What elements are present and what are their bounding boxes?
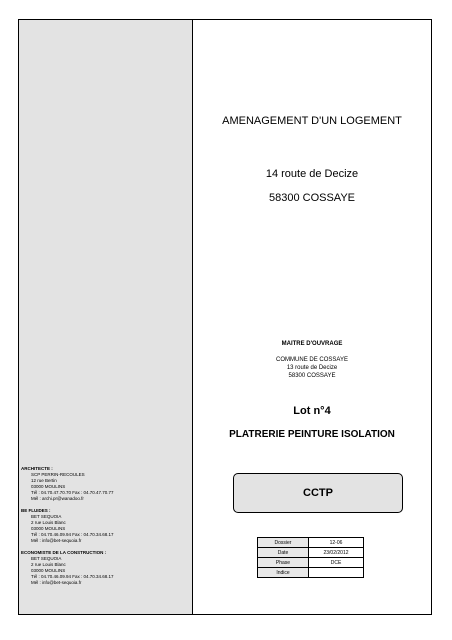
info-label: Date	[258, 548, 309, 558]
contact-line: Tél : 04.70.46.09.94 Fax : 04.70.34.68.17	[31, 574, 114, 579]
contact-line: 12 rue Bertin	[31, 478, 57, 483]
right-panel	[193, 20, 431, 614]
contact-line: SCP PERRIN-RECOULES	[31, 472, 85, 477]
document-type-label: CCTP	[303, 487, 333, 499]
owner-line: 13 route de Decize	[286, 365, 338, 371]
info-table	[257, 537, 364, 578]
owner-heading: MAITRE D'OUVRAGE	[281, 341, 343, 347]
table-row	[258, 548, 364, 558]
contact-line: Tél : 04.70.47.70.70 Fax : 04.70.47.70.77	[31, 490, 114, 495]
contact-line: Tél : 04.70.46.09.94 Fax : 04.70.34.68.17	[31, 532, 114, 537]
table-row	[258, 558, 364, 568]
lot-name: PLATRERIE PEINTURE ISOLATION	[229, 429, 395, 440]
contact-line: 2 rue Louis Blanc	[31, 562, 66, 567]
contact-line: Mél : archi.pr@wanadoo.fr	[31, 496, 84, 501]
contact-line: Mél : info@bet-sequoia.fr	[31, 580, 82, 585]
contact-be-fluides	[21, 508, 114, 544]
owner-block	[193, 340, 431, 380]
contact-role: ECONOMISTE DE LA CONSTRUCTION :	[21, 550, 107, 555]
owner-line: 58300 COSSAYE	[288, 373, 336, 379]
info-label: Phase	[258, 558, 309, 568]
contacts-list	[21, 466, 114, 592]
info-label: Dossier	[258, 538, 309, 548]
info-value: DCE	[309, 558, 364, 568]
contact-line: 03000 MOULINS	[31, 484, 66, 489]
project-address-line1: 14 route de Decize	[265, 168, 359, 180]
contact-line: 2 rue Louis Blanc	[31, 520, 66, 525]
contact-architect	[21, 466, 114, 502]
owner-line: COMMUNE DE COSSAYE	[276, 357, 348, 363]
left-panel	[19, 20, 193, 614]
contact-economiste	[21, 550, 114, 586]
contact-line: Mél : info@bet-sequoia.fr	[31, 538, 82, 543]
table-row	[258, 538, 364, 548]
document-frame	[18, 19, 432, 615]
contact-line: 03000 MOULINS	[31, 568, 66, 573]
document-type-box	[233, 473, 403, 513]
contact-line: BET SEQUOIA	[31, 514, 62, 519]
table-row	[258, 568, 364, 578]
info-label: Indice	[258, 568, 309, 578]
info-value	[309, 568, 364, 578]
info-value: 12-06	[309, 538, 364, 548]
lot-number: Lot n°4	[293, 405, 331, 417]
project-address-line2: 58300 COSSAYE	[268, 192, 355, 204]
contact-role: ARCHITECTE :	[21, 466, 53, 471]
info-value: 23/02/2012	[309, 548, 364, 558]
contact-role: BE FLUIDES :	[21, 508, 51, 513]
contact-line: 03000 MOULINS	[31, 526, 66, 531]
project-title: AMENAGEMENT D'UN LOGEMENT	[222, 115, 402, 127]
contact-line: BET SEQUOIA	[31, 556, 62, 561]
